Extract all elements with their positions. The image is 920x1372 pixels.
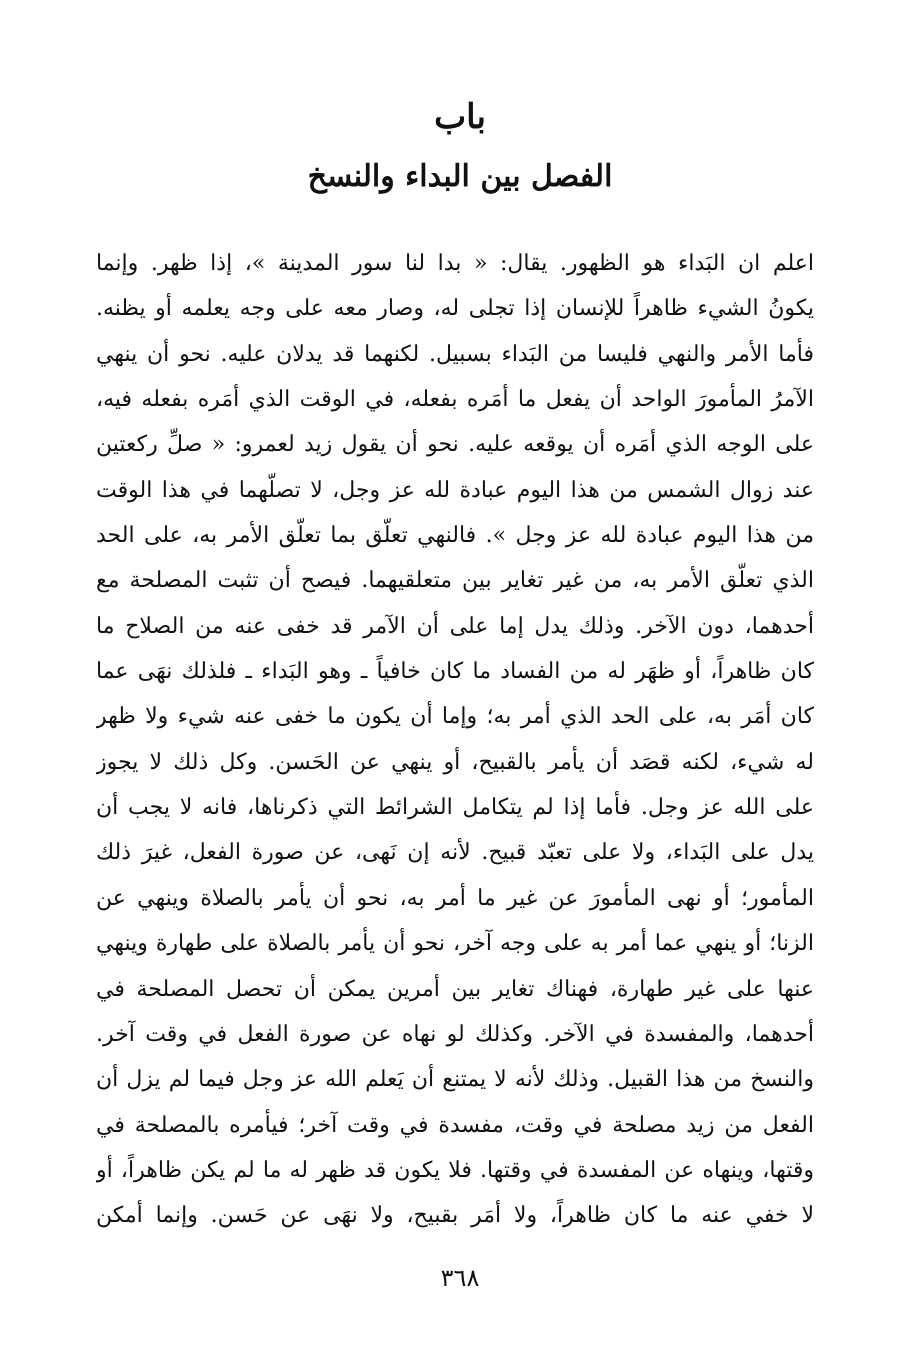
body-text xyxy=(96,241,814,1239)
text-line: على الله عز وجل. فأما إذا لم يتكامل الشرائط التي ذكرناها، فانه لا يجب أن xyxy=(96,795,814,821)
text-line: اعلم ان البَداء هو الظهور. يقال: « بدا لنا سور المدينة »، إذا ظهر. وإنما xyxy=(96,251,814,276)
text-line: وقتها، وينهاه عن المفسدة في وقتها. فلا يكون قد ظهر له ما لم يكن ظاهراً، أو xyxy=(96,1157,814,1183)
text-line: عند زوال الشمس من هذا اليوم عبادة لله عز وجل، لا تصلّهما في هذا الوقت xyxy=(96,477,814,503)
text-line: من هذا اليوم عبادة لله عز وجل ». فالنهي تعلّق بما تعلّق الأمر به، على الحد xyxy=(96,523,814,549)
text-line: أحدهما، دون الآخر. وذلك يدل إما على أن الآمر قد خفى عنه من الصلاح ما xyxy=(96,613,814,639)
chapter-title: الفصل بين البداء والنسخ xyxy=(307,159,613,194)
text-line: عنها على غير طهارة، فهناك تغاير بين أمرين يمكن أن تحصل المصلحة في xyxy=(96,976,814,1002)
text-line: كان أمَر به، على الحد الذي أمر به؛ وإما أن يكون ما خفى عنه شيء ولا ظهر xyxy=(96,704,814,730)
text-line: يكونُ الشيء ظاهراً للإنسان إذا تجلى له، وصار معه على وجه يعلمه أو يظنه. xyxy=(96,296,814,322)
text-line: كان ظاهراً، أو ظهَر له من الفساد ما كان خافياً ـ وهو البَداء ـ فلذلك نهَى عما xyxy=(96,659,814,685)
text-line: لا خفي عنه ما كان ظاهراً، ولا أمَر بقبيح، ولا نهَى عن حَسن. وإنما أمكن xyxy=(96,1203,814,1229)
text-line: الفعل من زيد مصلحة في وقت، مفسدة في وقت آخر؛ فيأمره بالمصلحة في xyxy=(96,1112,814,1138)
text-line: على الوجه الذي أمَره أن يوقعه عليه. نحو أن يقول زيد لعمرو: « صلِّ ركعتين xyxy=(96,432,814,458)
text-line: له شيء، لكنه قصَد أن يأمر بالقبيح، أو ينهي عن الحَسن. وكل ذلك لا يجوز xyxy=(96,749,814,775)
page-number: ٣٦٨ xyxy=(440,1264,480,1292)
text-line: فأما الأمر والنهي فليسا من البَداء بسبيل. لكنهما قد يدلان عليه. نحو أن ينهي xyxy=(96,341,814,367)
text-line: والنسخ من هذا القبيل. وذلك لأنه لا يمتنع أن يَعلم الله عز وجل فيما لم يزل أن xyxy=(96,1067,814,1093)
text-line: الذي تعلّق الأمر به، من غير تغاير بين متعلقيهما. فيصح أن تثبت المصلحة مع xyxy=(96,568,814,594)
text-line: أحدهما، والمفسدة في الآخر. وكذلك لو نهاه عن صورة الفعل في وقت آخر. xyxy=(96,1021,814,1047)
text-line: الآمرُ المأمورَ الواحد أن يفعل ما أمَره بفعله، في الوقت الذي أمَره بفعله فيه، xyxy=(96,387,814,413)
text-line: يدل على البَداء، ولا على تعبّد قبيح. لأنه إن نَهى، عن صورة الفعل، غيرَ ذلك xyxy=(96,840,814,866)
text-line: الزنا؛ أو ينهي عما أمر به على وجه آخر، نحو أن يأمر بالصلاة على طهارة وينهي xyxy=(96,931,814,957)
text-line: المأمور؛ أو نهى المأمورَ عن غير ما أمر به، نحو أن يأمر بالصلاة وينهي عن xyxy=(96,885,814,911)
chapter-label: باب xyxy=(434,97,486,137)
